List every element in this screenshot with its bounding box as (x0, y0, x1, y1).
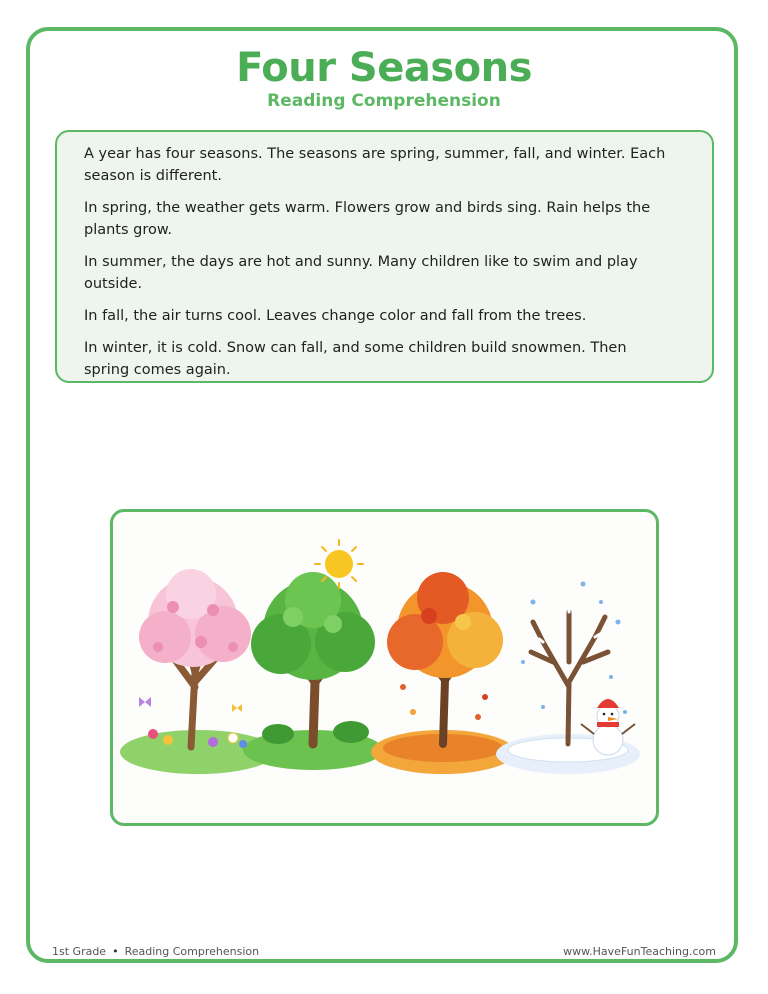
footer-separator: • (112, 945, 119, 958)
sun-icon (315, 540, 363, 588)
seasons-drawing (113, 512, 656, 823)
spring-tree (139, 569, 251, 748)
fall-tree (387, 572, 503, 744)
winter-tree (531, 607, 608, 744)
summer-tree (251, 572, 375, 744)
ground (120, 730, 640, 774)
passage-paragraph: A year has four seasons. The seasons are spring, summer, fall, and winter. Each season is different. (84, 146, 666, 184)
footer-category: Reading Comprehension (124, 945, 260, 958)
snowflake-icon (521, 582, 627, 715)
page-subtitle: Reading Comprehension (267, 91, 501, 111)
passage-paragraph: In fall, the air turns cool. Leaves change color and fall from the trees. (84, 308, 587, 324)
footer-grade: 1st Grade (52, 945, 107, 958)
footer-grade-category (52, 945, 259, 958)
footer-website: www.HaveFunTeaching.com (563, 945, 716, 958)
passage-paragraph: In summer, the days are hot and sunny. Many children like to swim and play outside. (84, 254, 638, 292)
page-title: Four Seasons (236, 45, 532, 91)
reading-passage (55, 130, 714, 383)
seasons-illustration (110, 509, 659, 826)
passage-paragraph: In winter, it is cold. Snow can fall, and some children build snowmen. Then spring comes again. (84, 340, 627, 378)
passage-paragraph: In spring, the weather gets warm. Flowers grow and birds sing. Rain helps the plants grow. (84, 200, 651, 238)
